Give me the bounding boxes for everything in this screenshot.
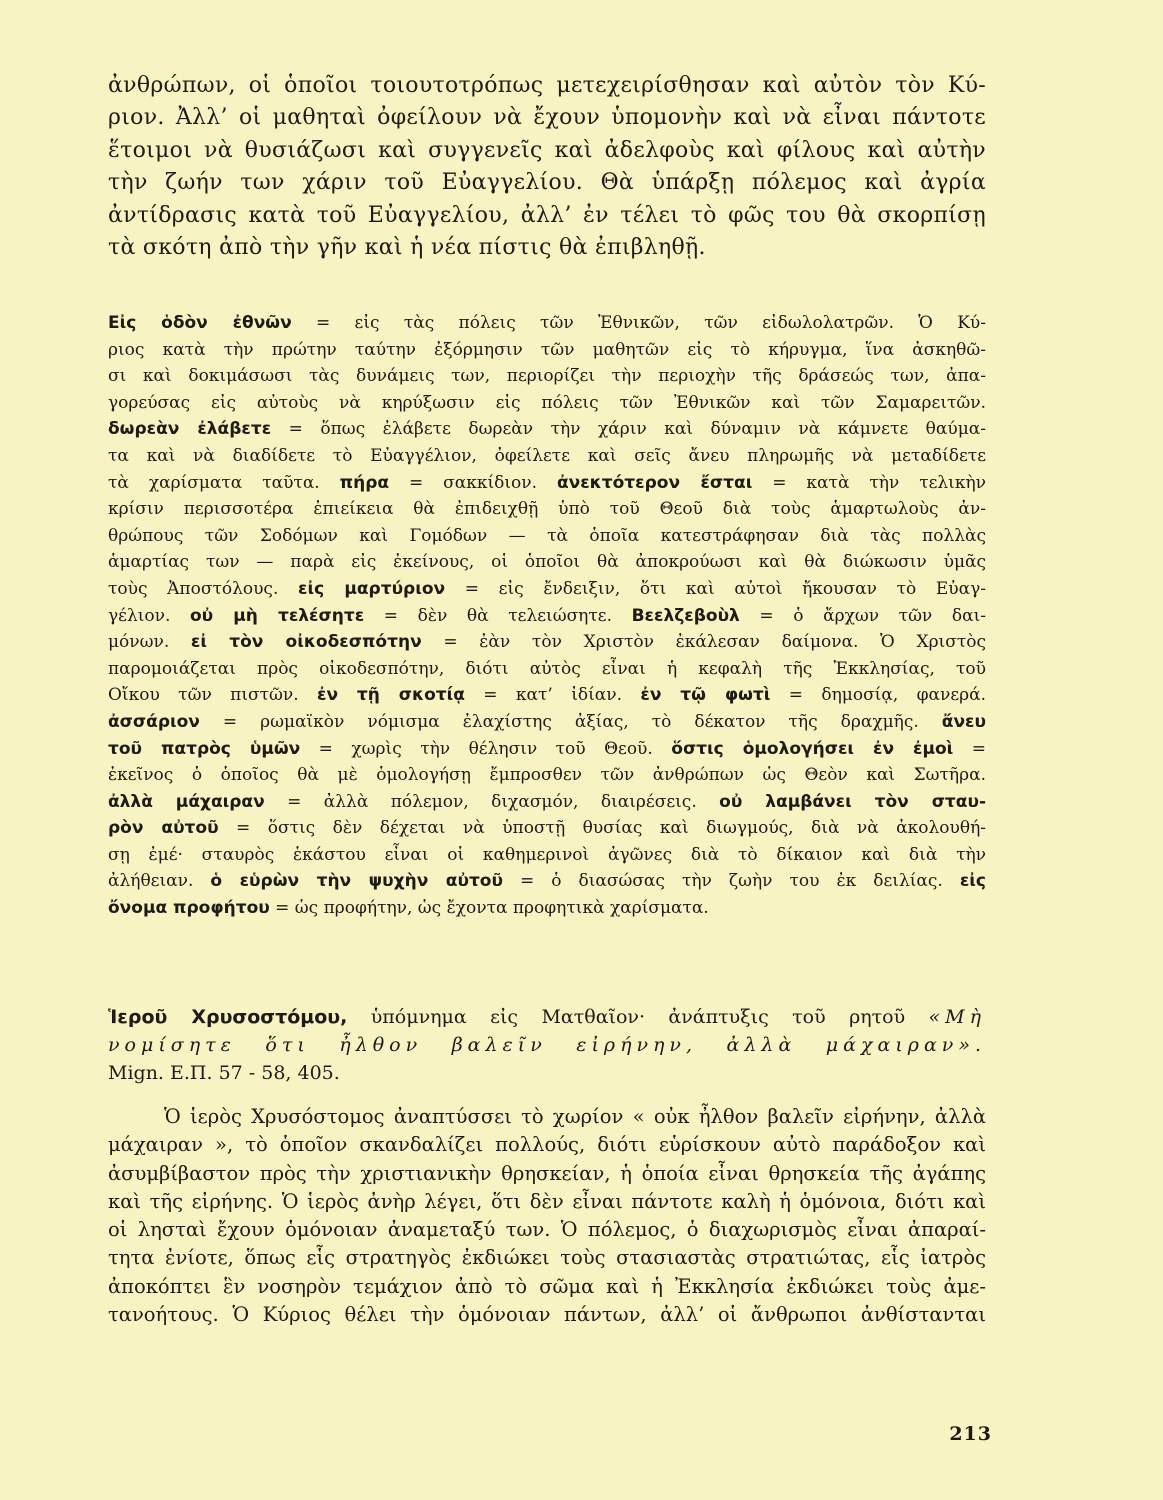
text-line: ριος κατὰ τὴν πρώτην ταύτην ἐξόρμησιν τῶν μαθητῶν εἰς τὸ κήρυγμα, ἵνα ἀσκηθῶ- (108, 339, 986, 360)
text-line (108, 416, 986, 443)
text-line (108, 736, 986, 763)
text-fragment: Οἴκου τῶν πιστῶν. (108, 685, 317, 706)
text-line (108, 868, 986, 895)
glossary-term: τοῦ πατρὸς ὑμῶν (108, 738, 301, 759)
text-line (108, 629, 986, 656)
text-line (108, 815, 986, 842)
text-line: γορεύσας εἰς αὐτοὺς νὰ κηρύξωσιν εἰς πόλεις τῶν Ἐθνικῶν καὶ τῶν Σαμαρειτῶν. (108, 392, 986, 413)
glossary-definition: = ὅπως ἐλάβετε δωρεὰν τὴν χάριν καὶ δύναμιν νὰ κάμνετε θαύμα- (271, 419, 986, 440)
glossary-term: ἐν τῇ σκοτίᾳ (316, 685, 465, 706)
text-line: καὶ τῆς εἰρήνης. Ὁ ἱερὸς ἀνὴρ λέγει, ὅτι δὲν εἶναι πάντοτε καλὴ ἡ ὁμόνοια, διότι καὶ (108, 1189, 986, 1213)
reference-quote: νομίσητε ὅτι ἦλθον βαλεῖν εἰρήνην, ἀλλὰ μάχαιραν». (108, 1034, 986, 1056)
text-line (108, 895, 986, 922)
glossary-definition: = ρωμαϊκὸν νόμισμα ἐλαχίστης ἀξίας, τὸ δέκατον τῆς δραχμῆς. (199, 711, 942, 732)
glossary-term: ἀλλὰ μάχαιραν (108, 791, 265, 812)
text-line: τα καὶ νὰ διαδίδετε τὸ Εὐαγγέλιον, ὀφείλετε καὶ σεῖς ἄνευ πληρωμῆς νὰ μεταδίδετε (108, 445, 986, 466)
glossary-term: Εἰς ὁδὸν ἐθνῶν (108, 313, 292, 333)
text-line: ἁμαρτίας των — παρὰ εἰς ἐκείνους, οἱ ὁποῖοι θὰ ἀποκρούωσι καὶ θὰ διώκωσιν ὑμᾶς (108, 552, 986, 573)
text-line: ριον. Ἀλλ’ οἱ μαθηταὶ ὀφείλουν νὰ ἔχουν ὑπομονὴν καὶ νὰ εἶναι πάντοτε (108, 105, 986, 131)
glossary-term: δωρεὰν ἐλάβετε (108, 419, 272, 440)
text-line: σῃ ἐμέ· σταυρὸς ἑκάστου εἶναι οἱ καθημερινοὶ ἀγῶνες διὰ τὸ δίκαιον καὶ διὰ τὴν (108, 844, 986, 865)
glossary-definition: = ἀλλὰ πόλεμον, διχασμόν, διαιρέσεις. (264, 791, 720, 812)
text-line (108, 310, 986, 337)
glossary-definition: = ὅστις δὲν δέχεται νὰ ὑποστῇ θυσίας καὶ διωγμούς, διὰ νὰ ἀκολουθή- (218, 818, 986, 839)
glossary-definition: = ὡς προφήτην, ὡς ἔχοντα προφητικὰ χαρίσματα. (269, 898, 709, 919)
glossary-term: ὄνομα προφήτου (108, 898, 270, 919)
text-line: τὴν ζωήν των χάριν τοῦ Εὐαγγελίου. Θὰ ὑπάρξῃ πόλεμος καὶ ἀγρία (108, 170, 986, 196)
text-line (108, 1031, 986, 1059)
glossary-term: ἄνευ (941, 711, 986, 732)
glossary-definition: = ὁ ἄρχων τῶν δαι- (739, 605, 986, 626)
paragraph-commentary-end (108, 70, 986, 264)
text-line (108, 603, 986, 630)
glossary-term: ἀνεκτότερον ἔσται (556, 472, 753, 493)
glossary-definition: = κατὰ τὴν τελικὴν (752, 472, 986, 493)
text-line: ἀντίδρασις κατὰ τοῦ Εὐαγγελίου, ἀλλ’ ἐν τέλει τὸ φῶς του θὰ σκορπίσῃ (108, 202, 986, 228)
glossary-definition: = εἰς τὰς πόλεις τῶν Ἐθνικῶν, τῶν εἰδωλολατρῶν. Ὁ Κύ- (291, 313, 986, 333)
text-line: Ὁ ἱερὸς Χρυσόστομος ἀναπτύσσει τὸ χωρίον « οὐκ ἦλθον βαλεῖν εἰρήνην, ἀλλὰ (164, 1105, 986, 1128)
glossary-term: ἀσσάριον (108, 711, 200, 732)
text-line (108, 789, 986, 816)
text-line: οἱ λησταὶ ἔχουν ὁμόνοιαν ἀναμεταξύ των. Ὁ πόλεμος, ὁ διαχωρισμὸς εἶναι ἀπαραί- (108, 1218, 986, 1242)
text-line (108, 682, 986, 709)
text-line: παρομοιάζεται πρὸς οἰκοδεσπότην, διότι αὐτὸς εἶναι ἡ κεφαλὴ τῆς Ἐκκλησίας, τοῦ (108, 658, 986, 679)
text-line: τητα ἐνίοτε, ὅπως εἷς στρατηγὸς ἐκδιώκει τοὺς στασιαστὰς στρατιώτας, εἷς ἰατρὸς (108, 1246, 986, 1270)
paragraph-chrysostom (108, 1103, 986, 1329)
text-line: τὰ σκότη ἀπὸ τὴν γῆν καὶ ἡ νέα πίστις θὰ ἐπιβληθῇ. (108, 235, 706, 261)
text-line: ἀποκόπτει ἓν νοσηρὸν τεμάχιον ἀπὸ τὸ σῶμα καὶ ἡ Ἐκκλησία ἐκδιώκει τοὺς ἀμε- (108, 1274, 986, 1298)
text-line: ἕτοιμοι νὰ θυσιάζωσι καὶ συγγενεῖς καὶ ἀδελφοὺς καὶ φίλους καὶ αὐτὴν (108, 137, 986, 163)
glossary-term: ρὸν αὐτοῦ (108, 818, 219, 839)
page-number: 213 (949, 1423, 992, 1445)
reference-source: Mign. Ε.Π. 57 - 58, 405. (108, 1062, 340, 1084)
glossary-term: ὅστις ὁμολογήσει ἐν ἐμοὶ (671, 738, 954, 759)
glossary-term: οὐ λαμβάνει τὸν σταυ- (719, 791, 986, 812)
text-line: θρώπους τῶν Σοδόμων καὶ Γομόδων — τὰ ὁποῖα κατεστράφησαν διὰ τὰς πολλὰς (108, 525, 986, 546)
text-line (108, 709, 986, 736)
glossary-definition: = (953, 738, 987, 759)
text-fragment: τοὺς Ἀποστόλους. (108, 578, 299, 599)
text-line (108, 470, 986, 497)
text-line: τανοήτους. Ὁ Κύριος θέλει τὴν ὁμόνοιαν πάντων, ἀλλ’ οἱ ἄνθρωποι ἀνθίστανται (108, 1303, 986, 1327)
glossary-term: οὐ μὴ τελέσητε (189, 605, 365, 626)
reference-quote: «Μὴ (928, 1006, 986, 1028)
text-fragment: τὰ χαρίσματα ταῦτα. (108, 472, 340, 493)
text-line (108, 576, 986, 603)
glossary-definition: = δὲν θὰ τελειώσητε. (364, 605, 632, 626)
text-fragment: ἀλήθειαν. (108, 871, 211, 892)
reference-citation (108, 1003, 986, 1087)
text-fragment: μόνων. (108, 632, 191, 653)
glossary-definition: = ὁ διασώσας τὴν ζωὴν του ἐκ δειλίας. (502, 871, 960, 892)
text-line (108, 1003, 986, 1031)
glossary-definition: = κατ’ ἰδίαν. (464, 685, 641, 706)
glossary-term: εἰ τὸν οἰκοδεσπότην (190, 632, 422, 653)
glossary-term: εἰς μαρτύριον (298, 578, 446, 599)
text-line: σι καὶ δοκιμάσωσι τὰς δυνάμεις των, περιορίζει τὴν περιοχὴν τῆς δράσεώς των, ἀπα- (108, 366, 986, 387)
reference-intro: ὑπόμνημα εἰς Ματθαῖον· ἀνάπτυξις τοῦ ρητοῦ (347, 1006, 929, 1028)
glossary-definition: = εἰς ἔνδειξιν, ὅτι καὶ αὐτοὶ ἤκουσαν τὸ Εὐαγ- (445, 578, 986, 599)
reference-author: Ἱεροῦ Χρυσοστόμου, (108, 1006, 348, 1028)
text-line: ἀνθρώπων, οἱ ὁποῖοι τοιουτοτρόπως μετεχειρίσθησαν καὶ αὐτὸν τὸν Κύ- (108, 73, 986, 98)
text-line: κρίσιν περισσοτέρα ἐπιείκεια θὰ ἐπιδειχθῇ ὑπὸ τοῦ Θεοῦ διὰ τοὺς ἁμαρτωλοὺς ἀν- (108, 499, 986, 520)
glossary-definition: = ἐὰν τὸν Χριστὸν ἐκάλεσαν δαίμονα. Ὁ Χριστὸς (421, 632, 986, 653)
text-line: μάχαιραν », τὸ ὁποῖον σκανδαλίζει πολλούς, διότι εὑρίσκουν αὐτὸ παράδοξον καὶ (108, 1133, 986, 1157)
text-line: ἀσυμβίβαστον πρὸς τὴν χριστιανικὴν θρησκείαν, ἡ ὁποία εἶναι θρησκεία τῆς ἀγάπης (108, 1161, 986, 1185)
glossary-term: εἰς (959, 871, 986, 892)
glossary-term: πήρα (339, 472, 390, 493)
glossary-definition: = δημοσίᾳ, φανερά. (770, 685, 987, 706)
glossary-term: Βεελζεβοὺλ (631, 605, 740, 626)
glossary-term: ὁ εὑρὼν τὴν ψυχὴν αὐτοῦ (210, 871, 503, 892)
glossary-notes (108, 310, 986, 922)
glossary-definition: = σακκίδιον. (389, 472, 557, 493)
text-line: ἐκεῖνος ὁ ὁποῖος θὰ μὲ ὁμολογήσῃ ἔμπροσθεν τῶν ἀνθρώπων ὡς Θεὸν καὶ Σωτῆρα. (108, 765, 986, 786)
text-fragment: γέλιον. (108, 605, 190, 626)
glossary-definition: = χωρὶς τὴν θέλησιν τοῦ Θεοῦ. (300, 738, 672, 759)
glossary-term: ἐν τῷ φωτὶ (640, 685, 771, 706)
